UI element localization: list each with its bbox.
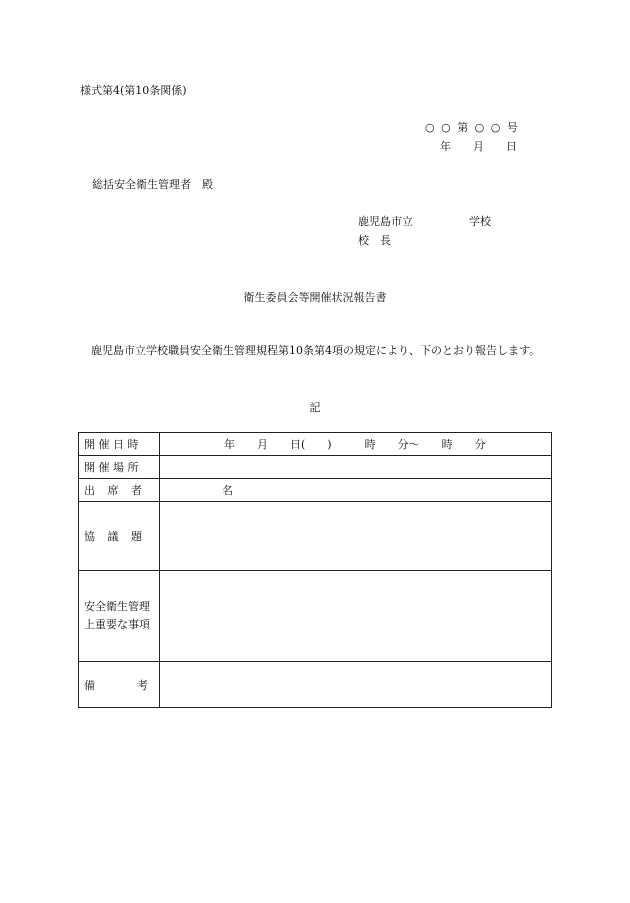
place-label: 開 催 場 所 bbox=[79, 456, 160, 479]
remarks-value[interactable] bbox=[160, 662, 552, 708]
table-row bbox=[79, 502, 552, 571]
remarks-label-b: 考 bbox=[137, 678, 148, 692]
attendee-label bbox=[79, 479, 160, 502]
agenda-label-a: 協 bbox=[84, 530, 95, 543]
addressee: 総括安全衛生管理者 殿 bbox=[92, 178, 213, 191]
document-date: 年 月 日 bbox=[440, 140, 517, 153]
attendee-label-a: 出 bbox=[84, 484, 95, 497]
school-suffix: 学校 bbox=[469, 215, 491, 228]
safety-value[interactable] bbox=[160, 571, 552, 662]
remarks-label-a: 備 bbox=[84, 678, 95, 692]
table-row bbox=[79, 456, 552, 479]
agenda-label-b: 議 bbox=[107, 530, 119, 543]
document-title: 衛生委員会等開催状況報告書 bbox=[243, 291, 387, 304]
form-number: 様式第4(第10条関係) bbox=[80, 84, 187, 97]
agenda-label-c: 題 bbox=[131, 530, 142, 543]
ki-heading: 記 bbox=[309, 401, 321, 414]
body-text: 鹿児島市立学校職員安全衛生管理規程第10条第4項の規定により、下のとおり報告します。 bbox=[91, 344, 541, 357]
date-value[interactable]: 年 月 日( ) 時 分〜 時 分 bbox=[160, 433, 552, 456]
safety-label: 安全衛生管理上重要な事項 bbox=[79, 571, 160, 662]
table-row bbox=[79, 662, 552, 708]
remarks-label bbox=[79, 662, 160, 708]
table-row bbox=[79, 571, 552, 662]
document-number: ○ ○ 第 ○ ○ 号 bbox=[425, 121, 518, 134]
date-label: 開 催 日 時 bbox=[79, 433, 160, 456]
agenda-label bbox=[79, 502, 160, 571]
table-row bbox=[79, 479, 552, 502]
attendee-label-b: 席 bbox=[107, 484, 119, 497]
attendee-label-c: 者 bbox=[131, 484, 142, 497]
table-row bbox=[79, 433, 552, 456]
sender-principal: 校 長 bbox=[358, 234, 391, 247]
place-value[interactable] bbox=[160, 456, 552, 479]
agenda-value[interactable] bbox=[160, 502, 552, 571]
attendee-value[interactable]: 名 bbox=[160, 479, 552, 502]
report-table bbox=[78, 432, 552, 708]
sender-school bbox=[358, 213, 491, 229]
school-prefix: 鹿児島市立 bbox=[358, 215, 413, 228]
